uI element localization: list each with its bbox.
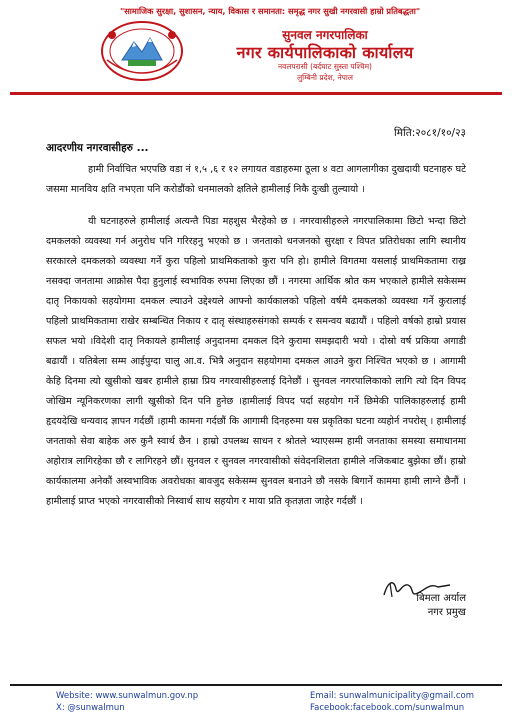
signer-title: नगर प्रमुख (427, 607, 466, 618)
letter-body (46, 160, 466, 524)
website-link[interactable]: Website: www.sunwalmun.gov.np (56, 691, 199, 701)
address-line-1: नवलपरासी (बर्दघाट सुस्ता पश्चिम) (278, 62, 372, 71)
municipality-name: सुनवल नगरपालिका (282, 28, 368, 42)
signer-name: बिमला अर्याल (416, 593, 466, 604)
motto: "सामाजिक सुरक्षा, सुशासन, न्याय, विकास र समानता: समृद्ध नगर सुखी नगरवासी हाम्रो प्रतिबद्धता" (120, 6, 421, 16)
footer-right (310, 690, 474, 714)
footer-divider (10, 684, 502, 686)
office-title: नगर कार्यपालिकाको कार्यालय (236, 43, 414, 62)
municipality-emblem (92, 20, 192, 82)
paragraph: हामी निर्वाचित भएपछि वडा नं १,५ ,६ र १२ लगायत वडाहरुमा ठूला ४ वटा आगलागीका दुखदायी घटनाहरु घटे जसमा मानविय क्षति नभएता पनि करोडौंको धनमालको क्षतिले हामीलाई निकै दुःखी तुल्यायो । (46, 164, 466, 195)
salutation: आदरणीय नगरवासीहरु ... (46, 142, 149, 154)
header-divider (10, 92, 502, 95)
x-handle-link[interactable]: X: @sunwalmun (56, 703, 125, 713)
facebook-link[interactable]: Facebook:facebook.com/sunwalmun (310, 703, 465, 713)
address-line-2: लुम्बिनी प्रदेश, नेपाल (297, 73, 353, 82)
paragraph: यी घटनाहरुले हामीलाई अत्यन्तै पिडा महशुस भैरहेको छ । नगरवासीहरुले नगरपालिकामा छिटो भन्दा छिटो दमकलको व्यवस्था गर्न अनुरोध पनि गरिरहनु भएको छ । जनताको धनजनको सुरक्षा र विपत प्रतिरोधका लागि स्थानीय सरकारले दमकलको व्यवस्था गर्ने कुरा पहिलो प्राथमिकताको कुरा पनि हो। हामीले विगतमा यसलाई प्राथमिकतामा राख्र नसक्दा जनतामा आक्रोस पैदा हुनुलाई स्वभाविक रुपमा लिएका छौं । नगरमा आर्थिक श्रोत कम भएकाले हामीले सकेसम्म दातृ निकायको सहयोगमा दमकल ल्याउने उद्देश्यले आफ्नो कार्यकालको पहिलो वर्षमै दमकलको व्यवस्था गर्ने कुरालाई पहिलो प्राथमिकतामा राखेर सम्बन्धित निकाय र दातृ संस्थाहरुसंगको सम्पर्क र समन्वय बढायौं । पहिलो वर्षको हाम्रो प्रयास सफल भयो ।विदेशी दातृ निकायले हामीलाई अनुदानमा दमकल दिने कुरामा समझदारी भयो । दोस्रो वर्ष प्रकिया अगाडी बढायौं । यतिबेला सम्म आईपुग्दा चालु आ.व. भित्रै अनुदान सहयोगमा दमकल आउने कुरा निश्चित भएको छ । आगामी केहि दिनमा त्यो खुसीको खबर हामीले हाम्रा प्रिय नगरवासीहरुलाई दिनेछौं । सुनवल नगरपालिकाको लागि त्यो दिन विपद जोखिम न्यूनिकरणका लागी खुसीको दिन पनि हुनेछ ।हामीलाई विपद पर्दा सहयोग गर्ने छिमेकी पालिकाहरुलाई हामी हृदयदेखि धन्यवाद ज्ञापन गर्दछौं ।हामी कामना गर्दछौं कि आगामी दिनहरुमा यस प्रकृतिका घटना व्यहोर्न नपरोस् । हामीलाई जनताको सेवा बाहेक अरु कुनै स्वार्थ छैन । हाम्रो उपलब्ध साधन र श्रोतले भ्याएसम्म हामी जनताका समस्या समाधानमा अहोरात्र लागिरहेका छौ र लागिरहने छौं। सुनवल र सुनवल नगरवासीको संवेदनशिलता हामीले नजिकबाट बुझेका छौं। हाम्रो कार्यकालमा अनेकौं अस्वभाविक अवरोधका बावजुद सकेसम्म सुनवल बनाउने छौ नसके बिगार्ने काममा हामी लाग्ने छैनौं । हामीलाई प्राप्त भएको नगरवासीको निस्वार्थ साथ सहयोग र माया प्रति कृतज्ञता जाहेर गर्दछौं । (46, 216, 466, 507)
email-link[interactable]: Email: sunwalmunicipality@gmail.com (310, 691, 474, 701)
letter-date: मिति:२०८१/१०/२३ (394, 127, 466, 139)
footer-left (56, 690, 198, 714)
